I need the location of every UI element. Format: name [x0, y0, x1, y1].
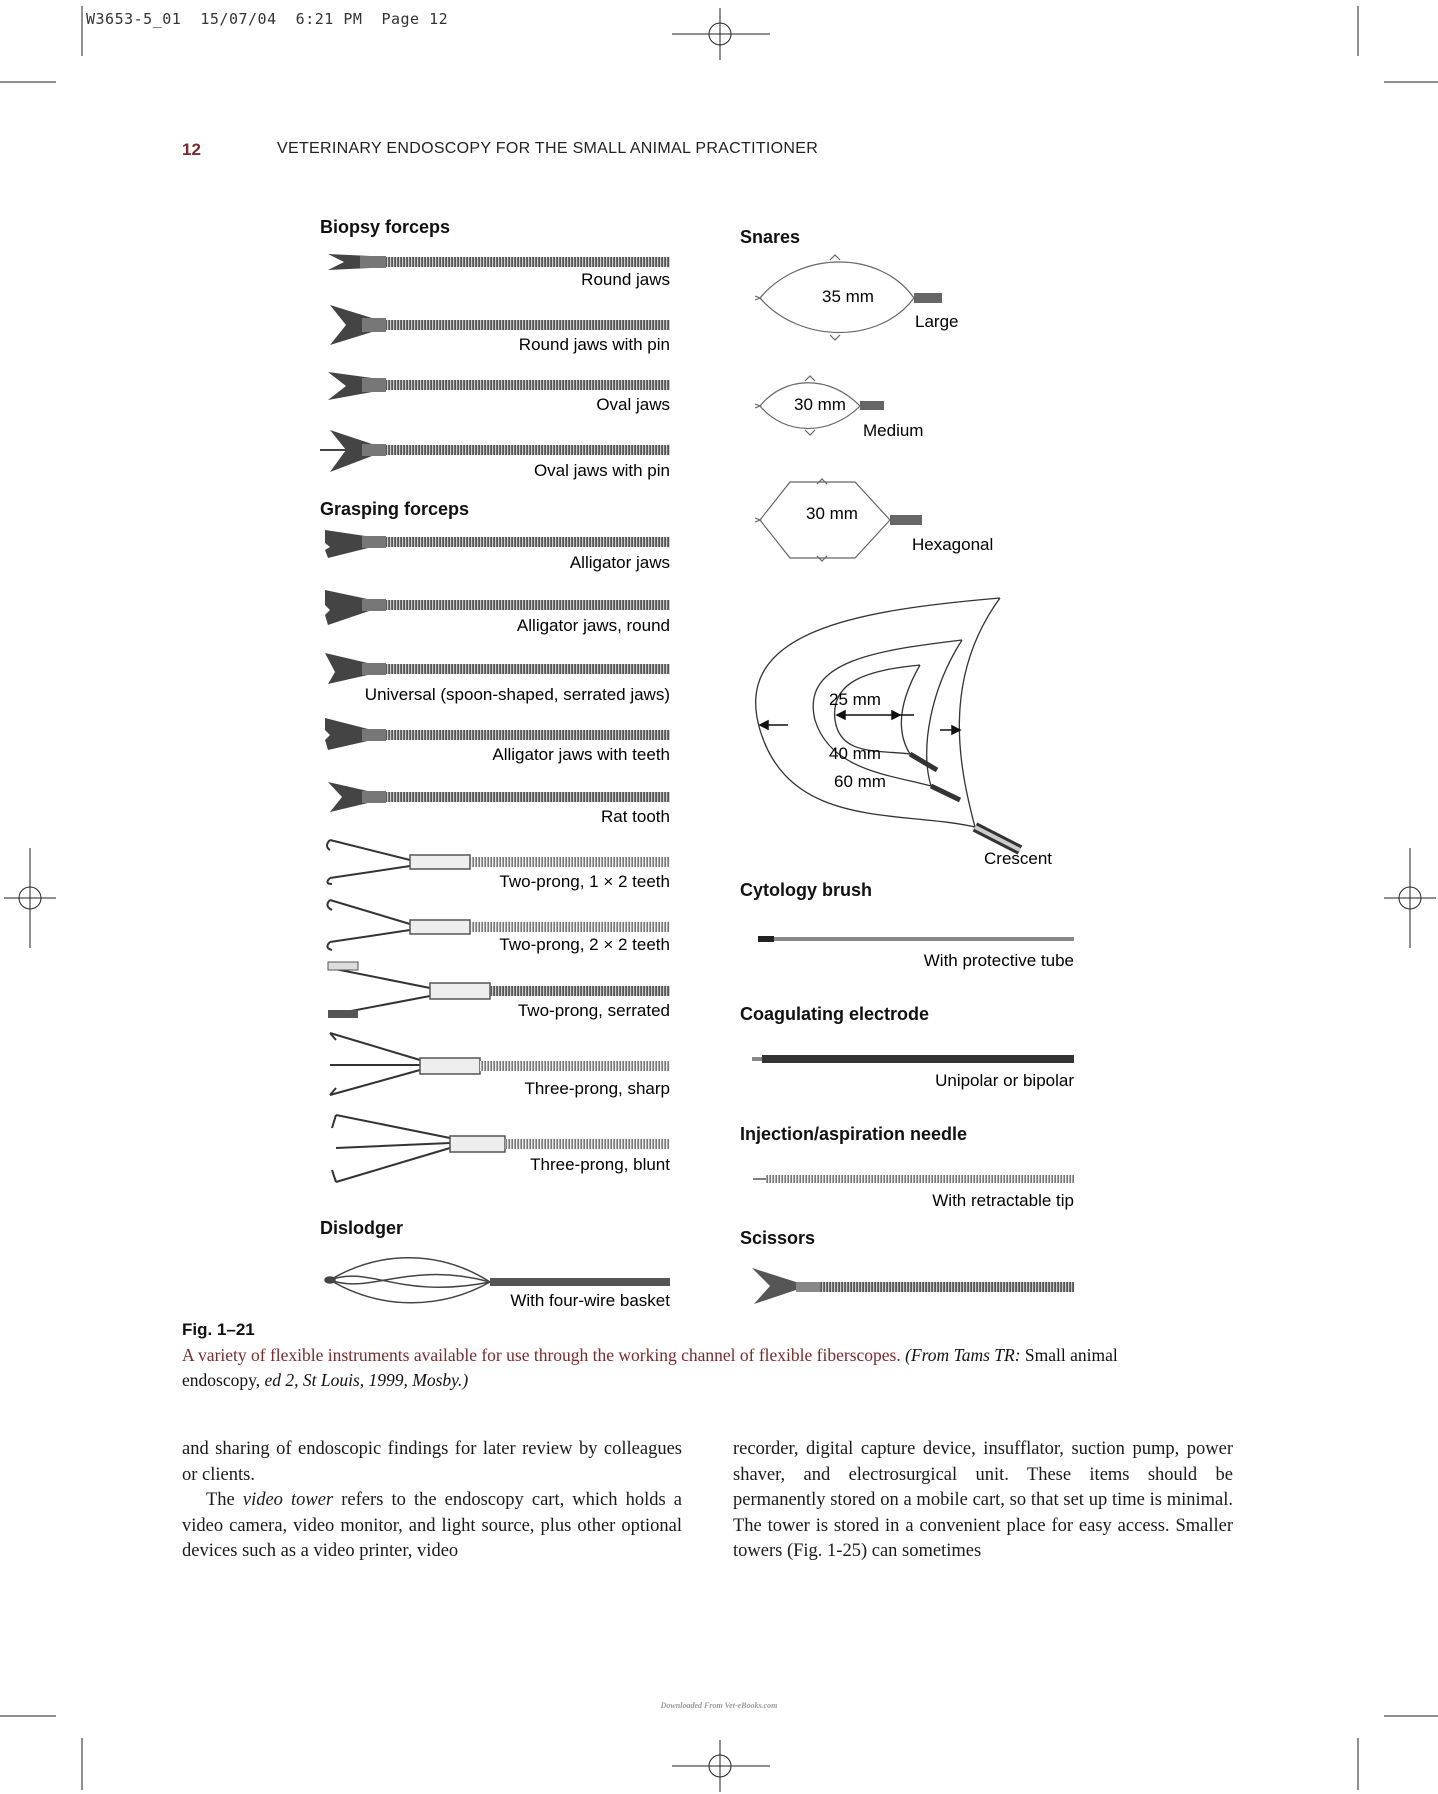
body-paragraph: recorder, digital capture device, insufflator, suction pump, power shaver, and electrosurgical unit. These items should be permanently stored on a mobile cart, so that set up time is minimal. The tower is stored in a convenient place for easy access. Smaller towers (Fig. 1-25) can sometimes	[733, 1439, 1233, 1561]
caption-main: A variety of flexible instruments available for use through the working channel of flexible fiberscopes.	[182, 1345, 901, 1365]
instrument-injection-needle	[753, 1175, 1074, 1183]
caption-source-a: (From Tams TR:	[905, 1345, 1021, 1365]
label-four-wire-basket: With four-wire basket	[510, 1291, 670, 1310]
label-three-prong-sharp: Three-prong, sharp	[524, 1079, 670, 1098]
label-two-prong-1x2: Two-prong, 1 × 2 teeth	[499, 872, 670, 891]
footer-watermark: Downloaded From Vet-eBooks.com	[660, 1701, 778, 1710]
label-snare-crescent: Crescent	[984, 849, 1053, 868]
heading-grasping-forceps: Grasping forceps	[320, 499, 470, 519]
heading-snares: Snares	[740, 227, 801, 247]
instrument-universal	[325, 653, 670, 684]
heading-scissors: Scissors	[740, 1228, 816, 1248]
instrument-round-jaws	[328, 254, 670, 270]
body-paragraph	[182, 1488, 682, 1565]
label-crescent-25: 25 mm	[829, 690, 881, 709]
label-round-jaws-with-pin: Round jaws with pin	[518, 335, 670, 354]
caption-source-c: ed 2, St Louis, 1999, Mosby.)	[264, 1370, 469, 1390]
page-number: 12	[182, 140, 201, 159]
figure-caption	[182, 1343, 1192, 1393]
label-snare-hexagonal-size: 30 mm	[806, 504, 858, 523]
label-cytology-brush: With protective tube	[923, 951, 1074, 970]
label-crescent-60: 60 mm	[834, 772, 886, 791]
label-two-prong-serrated: Two-prong, serrated	[517, 1001, 670, 1020]
caption-source-b: Small animal endoscopy,	[182, 1345, 1118, 1390]
print-slug: W3653-5_01 15/07/04 6:21 PM Page 12	[86, 10, 449, 28]
heading-coagulating-electrode: Coagulating electrode	[740, 1004, 930, 1024]
running-head: VETERINARY ENDOSCOPY FOR THE SMALL ANIMAL PRACTITIONER	[277, 140, 819, 157]
label-oval-jaws: Oval jaws	[596, 395, 670, 414]
body-column-right	[733, 1437, 1233, 1565]
snare-crescent	[756, 598, 1020, 850]
instrument-cytology-brush	[758, 936, 1074, 942]
label-universal: Universal (spoon-shaped, serrated jaws)	[364, 685, 670, 704]
heading-biopsy-forceps: Biopsy forceps	[320, 217, 451, 237]
label-alligator-jaws: Alligator jaws	[569, 553, 670, 572]
body-column-left	[182, 1437, 682, 1565]
instrument-scissors	[752, 1268, 1074, 1304]
label-snare-medium: Medium	[863, 421, 924, 440]
label-snare-medium-size: 30 mm	[794, 395, 846, 414]
label-alligator-jaws-with-teeth: Alligator jaws with teeth	[492, 745, 670, 764]
heading-cytology-brush: Cytology brush	[740, 880, 873, 900]
label-snare-large-size: 35 mm	[822, 287, 874, 306]
instrument-figure	[300, 210, 1120, 1310]
body-paragraph: and sharing of endoscopic findings for later review by colleagues or clients.	[182, 1439, 682, 1485]
label-round-jaws: Round jaws	[581, 270, 670, 289]
text-emphasis: video tower	[242, 1490, 334, 1510]
label-rat-tooth: Rat tooth	[601, 807, 670, 826]
label-injection-needle: With retractable tip	[932, 1191, 1074, 1210]
figure-label: Fig. 1–21	[182, 1320, 255, 1339]
label-oval-jaws-with-pin: Oval jaws with pin	[533, 461, 670, 480]
heading-dislodger: Dislodger	[320, 1218, 404, 1238]
label-crescent-40: 40 mm	[829, 744, 881, 763]
heading-injection-needle: Injection/aspiration needle	[740, 1124, 968, 1144]
label-snare-hexagonal: Hexagonal	[912, 535, 994, 554]
text-run: The	[206, 1490, 243, 1510]
instrument-coagulating-electrode	[752, 1055, 1074, 1063]
label-snare-large: Large	[915, 312, 959, 331]
label-three-prong-blunt: Three-prong, blunt	[530, 1155, 670, 1174]
label-alligator-jaws-round: Alligator jaws, round	[516, 616, 670, 635]
label-coagulating-electrode: Unipolar or bipolar	[935, 1071, 1074, 1090]
label-two-prong-2x2: Two-prong, 2 × 2 teeth	[499, 935, 670, 954]
text-run: refers to the endoscopy cart, which holds a video camera, video monitor, and light source, plus other optional devices such as a video printer, video	[182, 1490, 683, 1561]
